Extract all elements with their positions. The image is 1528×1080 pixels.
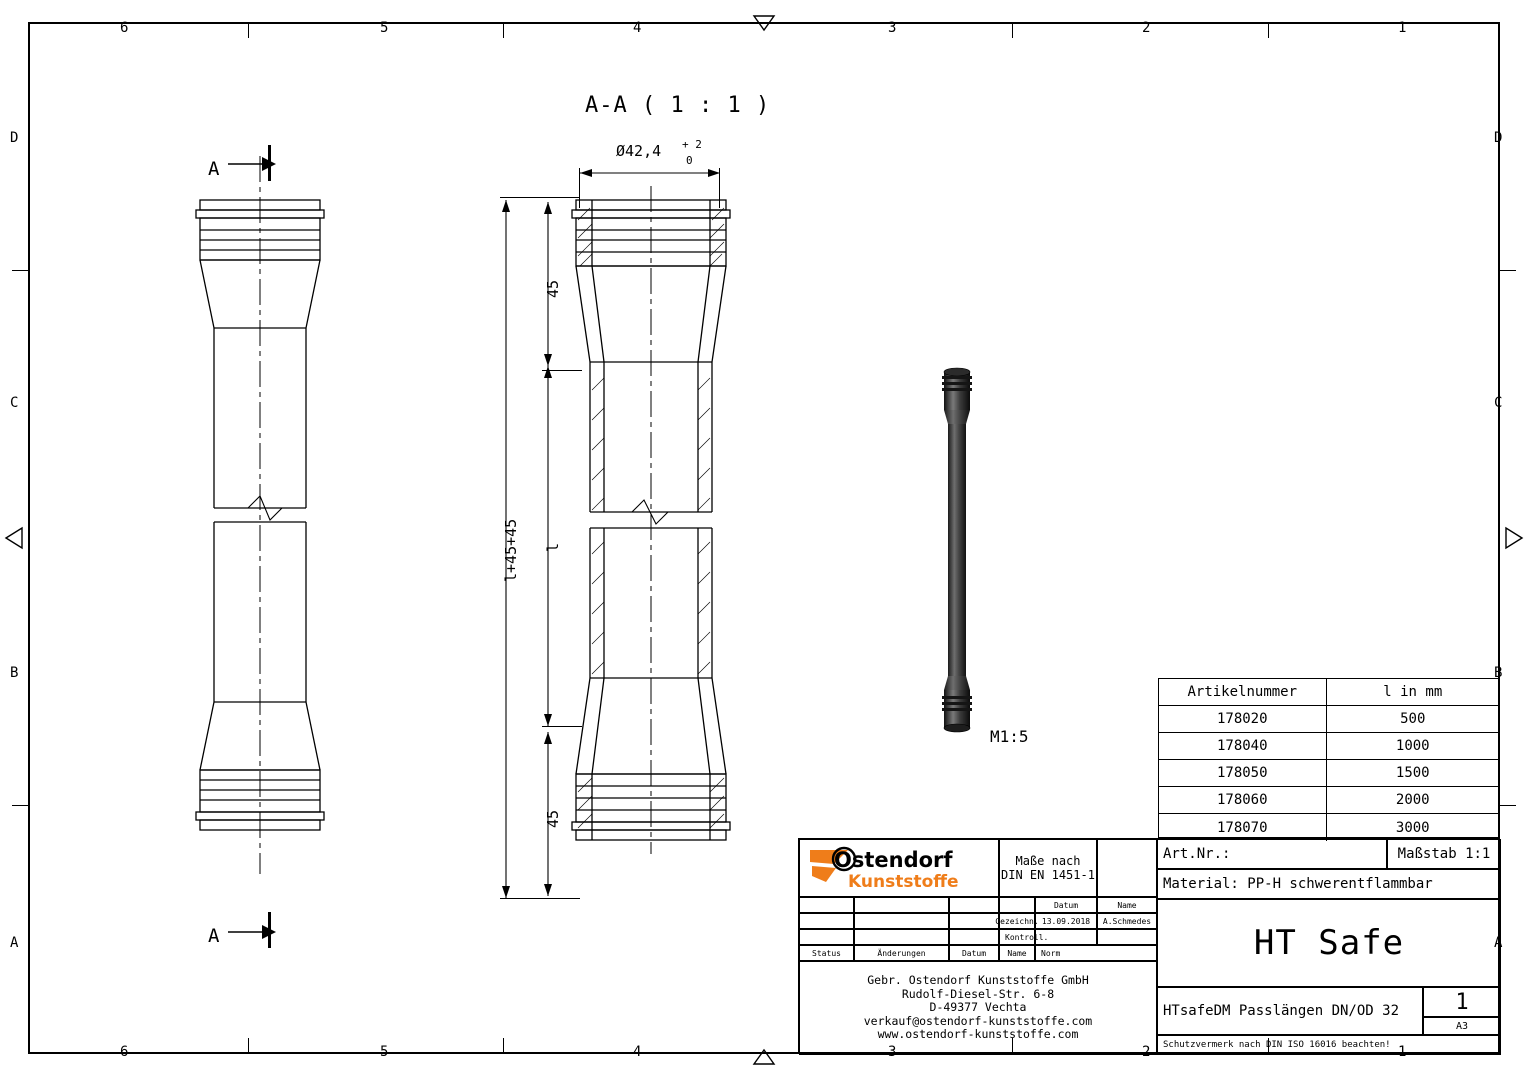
cell-artikelnummer: 178070	[1159, 814, 1327, 841]
svg-text:Ostendorf: Ostendorf	[834, 848, 953, 872]
cell-artikelnummer: 178040	[1159, 733, 1327, 759]
center-mark-top-icon	[752, 14, 776, 38]
material-label: Material: PP-H schwerentflammbar	[1157, 869, 1501, 899]
rev-cell	[854, 913, 949, 929]
company-logo	[799, 839, 999, 897]
kontroll-name	[1097, 929, 1157, 945]
artnr-label: Art.Nr.:	[1157, 839, 1387, 869]
rev-cell	[999, 897, 1035, 913]
svg-text:Kunststoffe: Kunststoffe	[848, 872, 959, 892]
front-view-drawing	[170, 130, 400, 920]
kontroll-datum	[1035, 929, 1097, 945]
cell-length: 3000	[1395, 819, 1430, 836]
cell-artikelnummer: 178050	[1159, 760, 1327, 786]
company-email[interactable]: verkauf@ostendorf-kunststoffe.com	[863, 1013, 1093, 1028]
gezeichnet-datum: 13.09.2018	[1035, 913, 1097, 929]
row-gezeichnet-label: Gezeichn.	[999, 913, 1035, 929]
company-website[interactable]: www.ostendorf-kunststoffe.com	[877, 1027, 1079, 1042]
cell-length: 1500	[1395, 765, 1430, 781]
company-address: Gebr. Ostendorf Kunststoffe GmbH Rudolf-Diesel-Str. 6-8 D-49377 Vechta verkauf@ostendorf-kunststoffe.com www.ostendorf-kunststoffe.com	[799, 961, 1157, 1055]
cell-length: 1000	[1395, 738, 1430, 754]
sheet-format: A3	[1423, 1017, 1501, 1035]
center-mark-left-icon	[4, 526, 28, 550]
norm-reference: Maße nach DIN EN 1451-1	[999, 839, 1097, 897]
cell-length: 500	[1400, 711, 1426, 727]
drawing-sheet: 6 5 4 3 2 1 6 5 4 3 2 1 D C B A D C B A A A A-A ( 1 : 1 ) Ø42,4 + 2 0 45 45 l l+45+45 M1:5 Artikelnummer l in mm 178020 500 178040 1000 178050 1500 178060 2000 178070 3000 Ostendorf Kunststoffe Maße nach DIN EN 1451-1 Datum Name Gezeichn. 13.09.2018 A.Schmedes Kontroll. Status Änderungen Datum Name Norm Gebr. Ostendorf Kunststoffe GmbH Rudolf-Diesel-Str. 6-8 D-49377 Vechta verkauf@ostendorf-kunststoffe.com www.ostendorf-kunststoffe.com Art.Nr.: Maßstab 1:1 Material: PP-H schwerentflammbar HT Safe HTsafeDM Passlängen DN/OD 32 1 A3 Schutzvermerk nach DIN ISO 16016 beachten!	[0, 0, 1528, 1080]
table-row	[1159, 706, 1499, 733]
cell-artikelnummer: 178020	[1159, 706, 1327, 732]
rev-cell	[854, 929, 949, 945]
section-view-drawing	[540, 180, 780, 920]
header-length: l in mm	[1383, 684, 1443, 700]
cell-length: 2000	[1395, 792, 1430, 808]
blank-cell	[1097, 839, 1157, 897]
table-row	[1159, 814, 1499, 841]
product-title: HT Safe	[1157, 899, 1501, 987]
center-mark-bottom-icon	[752, 1042, 776, 1066]
title-block	[798, 838, 1500, 1054]
row-norm-label: Norm	[1035, 945, 1157, 961]
table-header-row	[1159, 679, 1499, 706]
rev-cell	[799, 929, 854, 945]
cell-artikelnummer: 178060	[1159, 787, 1327, 813]
col-name-header: Name	[1097, 897, 1157, 913]
header-artikelnummer: Artikelnummer	[1159, 679, 1327, 705]
drawing-name: HTsafeDM Passlängen DN/OD 32	[1157, 987, 1423, 1035]
rev-datum-label: Datum	[949, 945, 999, 961]
parts-table	[1158, 678, 1500, 838]
iso-scale-label: M1:5	[990, 727, 1029, 746]
isometric-model	[930, 360, 1000, 740]
rev-changes-label: Änderungen	[854, 945, 949, 961]
rev-name-label: Name	[999, 945, 1035, 961]
section-view-title: A-A ( 1 : 1 )	[585, 93, 771, 118]
gezeichnet-name: A.Schmedes	[1097, 913, 1157, 929]
rev-cell	[854, 897, 949, 913]
col-datum-header: Datum	[1035, 897, 1097, 913]
rev-cell	[949, 897, 999, 913]
table-row	[1159, 760, 1499, 787]
table-row	[1159, 787, 1499, 814]
rev-cell	[799, 897, 854, 913]
rev-cell	[949, 929, 999, 945]
rev-cell	[799, 913, 854, 929]
protection-note: Schutzvermerk nach DIN ISO 16016 beachten!	[1157, 1035, 1501, 1055]
row-kontroll-label: Kontroll.	[999, 929, 1035, 945]
table-row	[1159, 733, 1499, 760]
rev-cell	[949, 913, 999, 929]
scale-label: Maßstab 1:1	[1387, 839, 1501, 869]
sheet-number: 1	[1423, 987, 1501, 1017]
rev-status-label: Status	[799, 945, 854, 961]
center-mark-right-icon	[1500, 526, 1524, 550]
